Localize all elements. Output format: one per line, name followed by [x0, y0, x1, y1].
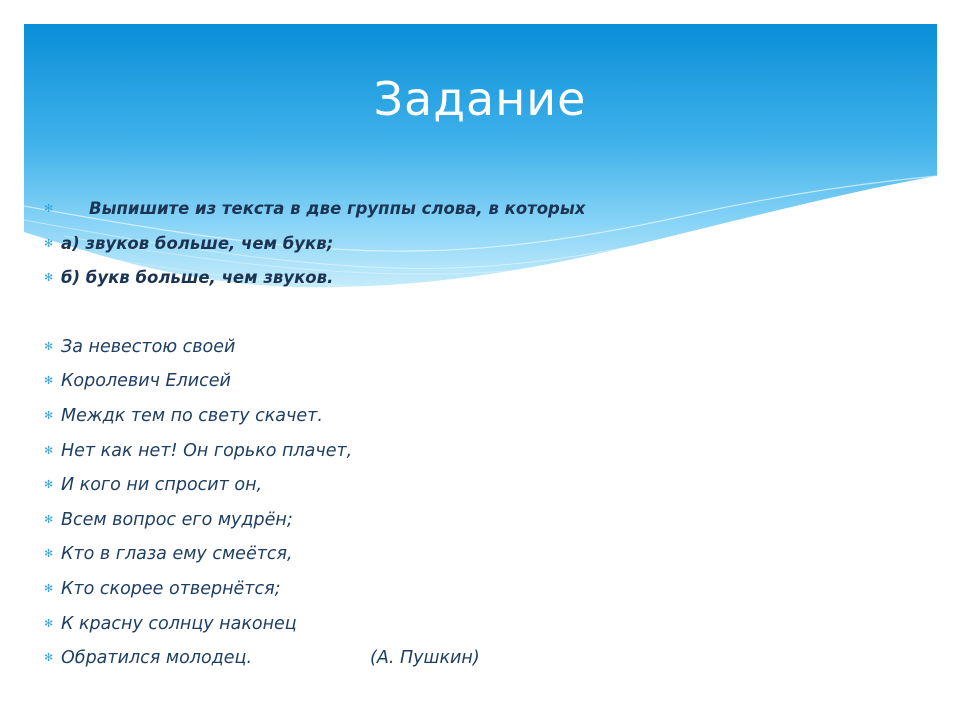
star-bullet-icon: ✻ — [44, 616, 54, 630]
poem-line — [44, 641, 924, 676]
star-bullet-icon: ✻ — [44, 408, 54, 422]
poem-text: Всем вопрос его мудрён; — [61, 509, 293, 530]
poem-line — [44, 330, 924, 365]
task-line-2 — [44, 227, 924, 262]
spacer — [44, 296, 924, 330]
poem-text: Обратился молодец. — [61, 648, 253, 669]
star-bullet-icon: ✻ — [44, 547, 54, 561]
poem-line — [44, 503, 924, 538]
poem-text: К красну солнцу наконец — [61, 613, 297, 634]
poem-line — [44, 468, 924, 503]
poem-line — [44, 364, 924, 399]
poem-line — [44, 434, 924, 469]
star-bullet-icon: ✻ — [44, 581, 54, 595]
poem-text: Междк тем по свету скачет. — [61, 405, 323, 426]
star-bullet-icon: ✻ — [44, 512, 54, 526]
star-bullet-icon: ✻ — [44, 202, 54, 215]
slide-body — [44, 192, 924, 676]
poem-text: За невестою своей — [61, 336, 236, 357]
star-bullet-icon: ✻ — [44, 651, 54, 665]
star-bullet-icon: ✻ — [44, 443, 54, 457]
task-text: б) букв больше, чем звуков. — [61, 268, 334, 288]
poem-text: Королевич Елисей — [61, 371, 231, 392]
slide-title: Задание — [373, 72, 587, 126]
poem-line — [44, 537, 924, 572]
poem-text: Нет как нет! Он горько плачет, — [61, 440, 353, 461]
task-line-1 — [44, 192, 924, 227]
poem-text: Кто скорее отвернётся; — [61, 578, 281, 599]
star-bullet-icon: ✻ — [44, 478, 54, 492]
poem-text: Кто в глаза ему смеётся, — [61, 544, 293, 565]
poem-line — [44, 572, 924, 607]
star-bullet-icon: ✻ — [44, 374, 54, 388]
poem-line — [44, 399, 924, 434]
star-bullet-icon: ✻ — [44, 271, 54, 285]
poem-line — [44, 607, 924, 642]
task-text: а) звуков больше, чем букв; — [61, 233, 334, 253]
attribution: (А. Пушкин) — [370, 648, 480, 669]
task-text: Выпишите из текста в две группы слова, в которых — [89, 199, 586, 218]
star-bullet-icon: ✻ — [44, 236, 54, 250]
star-bullet-icon: ✻ — [44, 339, 54, 353]
poem-text: И кого ни спросит он, — [61, 475, 263, 496]
task-line-3 — [44, 261, 924, 296]
